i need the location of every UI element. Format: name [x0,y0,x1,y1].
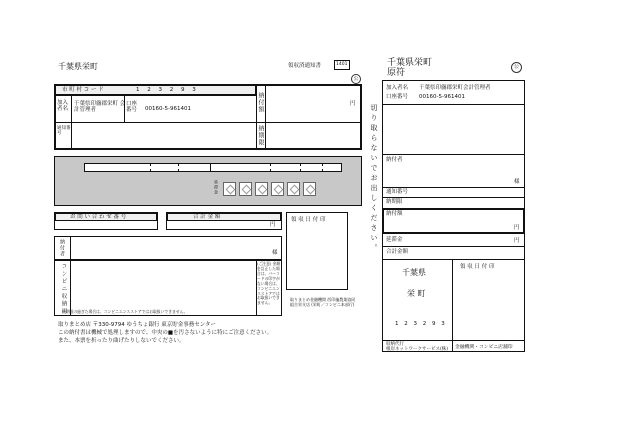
barcode-note: 納期限の過ぎた場合は、コンビニエンスストアではお取扱いできません。 [62,309,188,314]
check-box-5[interactable] [287,182,300,196]
town-box-town: 栄 町 [407,289,426,298]
agent-name: 根岸ネットワークサービス(株) [386,347,449,352]
fold-note: また、本票を折ったり曲げたりしないでください。 [58,338,185,344]
machine-note: この納付書は機械で処理しますので、中央の■を汚さないように特にご注意ください。 [58,330,273,336]
right-receipt-date-label: 領 収 日 付 印 [460,264,495,270]
form-code-box [334,60,350,70]
right-notice-number-label: 通知番号 [386,189,409,195]
right-fee-label: 延滞金 [386,237,403,243]
payer-label: 納付者 [59,239,65,257]
right-seal-mark: 公 [511,62,522,73]
town-box-pref: 千葉県 [402,268,426,277]
city-code-label: 市 町 村 コ ー ド [62,87,104,93]
total-label: 合 計 金 額 [193,214,221,220]
conv-store-box [54,260,282,316]
right-amount-yen: 円 [514,225,520,231]
fee-checkbox-label: 延滞金 [214,180,219,195]
left-town: 千葉県栄町 [58,62,98,71]
form-code: 1401 [336,62,348,67]
agent-label: 収納代行 [386,342,404,347]
right-due-label: 納期限 [386,199,403,205]
check-box-3[interactable] [255,182,268,196]
notice-caution: (ご注意) 金額を訂正した場合は、バーコードの印字がない場合は、コンビニエンスストアではお取扱いできません。 [257,261,281,306]
notice-title: 領収済通知書 [288,63,322,69]
right-city-code: 1 2 3 2 9 3 [395,321,447,327]
amount-label: 納付額 [257,92,264,113]
right-amount-box [382,208,525,234]
check-box-1[interactable] [223,182,236,196]
due-label: 納期限 [257,125,264,146]
stub-title: 原符 [387,68,406,78]
ocr-field [84,163,342,172]
seal-mark: 公 [351,74,361,84]
no-cut-note: 切り取らないでお出しください。 [370,104,378,254]
check-box-6[interactable] [303,182,316,196]
right-payee-name: 千葉県印旛郡栄町会計管理者 [419,85,491,91]
right-total-label: 合計金額 [386,249,409,255]
account-number: 00160-5-961401 [145,106,191,112]
conv-label: コンビニ収納用 [60,263,67,316]
payee-label: 加入者名 [57,100,69,113]
receipt-date-box [286,212,348,290]
amount-yen: 円 [350,101,356,107]
receipt-date-label: 領 収 日 付 印 [291,217,326,223]
payer-box [54,236,282,260]
check-box-4[interactable] [271,182,284,196]
right-payer-label: 納付者 [386,157,403,163]
total-yen: 円 [270,222,276,228]
collector-note: 取りまとめ店 〒330-9794 ゆうちょ銀行 東京貯金事務センター [58,322,217,328]
stamp-note: 取りまとめ金融機関 西印旛農業協同組合栄支店 (栄町／コンビニ本部行) [290,297,356,307]
right-account-label: 口座番号 [386,94,409,100]
right-fee-yen: 円 [514,238,520,244]
payer-sama: 様 [272,250,278,256]
right-amount-label: 納付額 [386,211,403,217]
right-payer-sama: 様 [514,179,520,185]
payee-name: 千葉県印旛郡栄町 会計管理者 [74,101,126,114]
inquiry-label: お 問 い 合 わ せ 番 号 [70,214,127,220]
bank-conv-label: 金融機関・コンビニ店舗印 [455,345,513,350]
right-payee-label: 加入者名 [386,85,409,91]
city-code-value: 1 2 3 2 9 3 [136,87,199,93]
notice-number-label: 通知番号 [57,126,71,137]
check-box-2[interactable] [239,182,252,196]
right-account-number: 00160-5-961401 [419,94,465,100]
account-label: 口座番号 [126,101,138,114]
right-town: 千葉県栄町 [387,58,433,68]
